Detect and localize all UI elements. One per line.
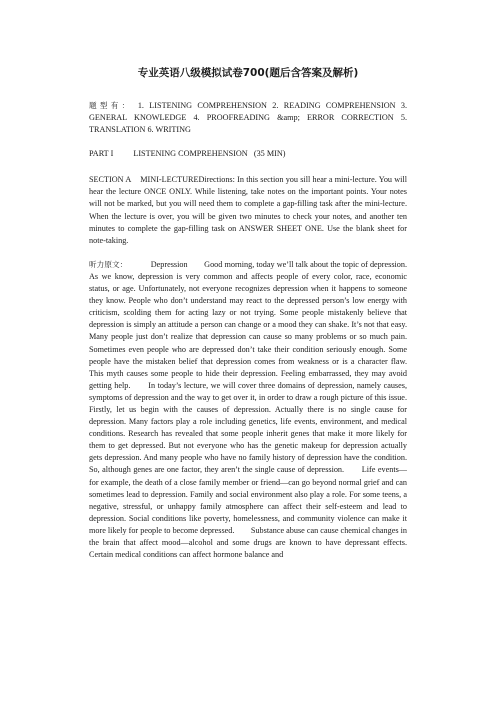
document-title: 专业英语八级模拟试卷700(题后含答案及解析) [137,67,359,79]
document-page [89,66,424,573]
section-directions [89,174,407,247]
section-label: SECTION A [89,175,132,185]
section-title: MINI-LECTURE [140,175,199,185]
question-types-list: 1. LISTENING COMPREHENSION 2. READING COMPREHENSION 3. GENERAL KNOWLEDGE 4. PROOFREADING &amp; ERROR CORRECTION 5. TRANSLATION 6. WRITING [89,101,408,135]
part-number: PART I [89,149,114,159]
transcript-text: Depression Good morning, today we’ll talk about the topic of depression. As we know, depression is very common and affects people of every color, race, economic status, or age. Unfortunately, not everyone recognizes depression when it happens to someone they know. People who don’t understand may react to the depressed person’s low energy with criticism, scolding them for acting lazy or not trying. Some people mistakenly believe that depression is simply an attitude a person can change or a mood they can shake. It’s not that easy. Many people just don’t realize that depression can cause so many problems or so much pain. Sometimes even people who are depressed don’t take their condition seriously enough. Some people have the mistaken belief that depression comes from weakness or is a character flaw. This myth causes some people to hide their depression. Feeling embarrassed, they may avoid getting help. In today’s lecture, we will cover three domains of depression, namely causes, symptoms of depression and the way to get over it, in order to draw a rough picture of this issue. Firstly, let us begin with the causes of depression. Actually there is no single cause for depression. Many factors play a role including genetics, life events, environment, and medical conditions. Research has revealed that some people inherit genes that make it more likely for them to get depressed. But not everyone who has the genetic makeup for depression actually gets depression. And many people who have no family history of depression have the condition. So, although genes are one factor, they aren’t the single cause of depression. Life events—for example, the death of a close family member or friend—can go beyond normal grief and can sometimes lead to depression. Family and social environment also play a role. For some teens, a negative, stressful, or unhappy family atmosphere can affect their self-esteem and lead to depression. Social conditions like poverty, homelessness, and community violence can make it more likely for people to become depressed. Substance abuse can cause chemical changes in the brain that affect mood—alcohol and some drugs are known to have depressant effects. Certain medical conditions can affect hormone balance and [89,259,424,560]
part-heading [89,148,407,160]
question-types-label: 题型有： [89,101,133,110]
part-title: LISTENING COMPREHENSION [133,149,248,159]
question-types [89,100,407,136]
transcript-paragraph [89,259,424,561]
directions-text: Directions: In this section you sill hear a mini-lecture. You will hear the lecture ONCE ONLY. While listening, take notes on the important points. Your notes will not be marked, but you will need them to complete a gap-filling task after the mini-lecture. When the lecture is over, you will be given two minutes to check your notes, and another ten minutes to complete the gap-filling task on ANSWER SHEET ONE. Use the blank sheet for note-taking. [89,175,407,245]
part-time: (35 MIN) [253,149,286,159]
transcript-label: 听力原文： [89,259,128,269]
